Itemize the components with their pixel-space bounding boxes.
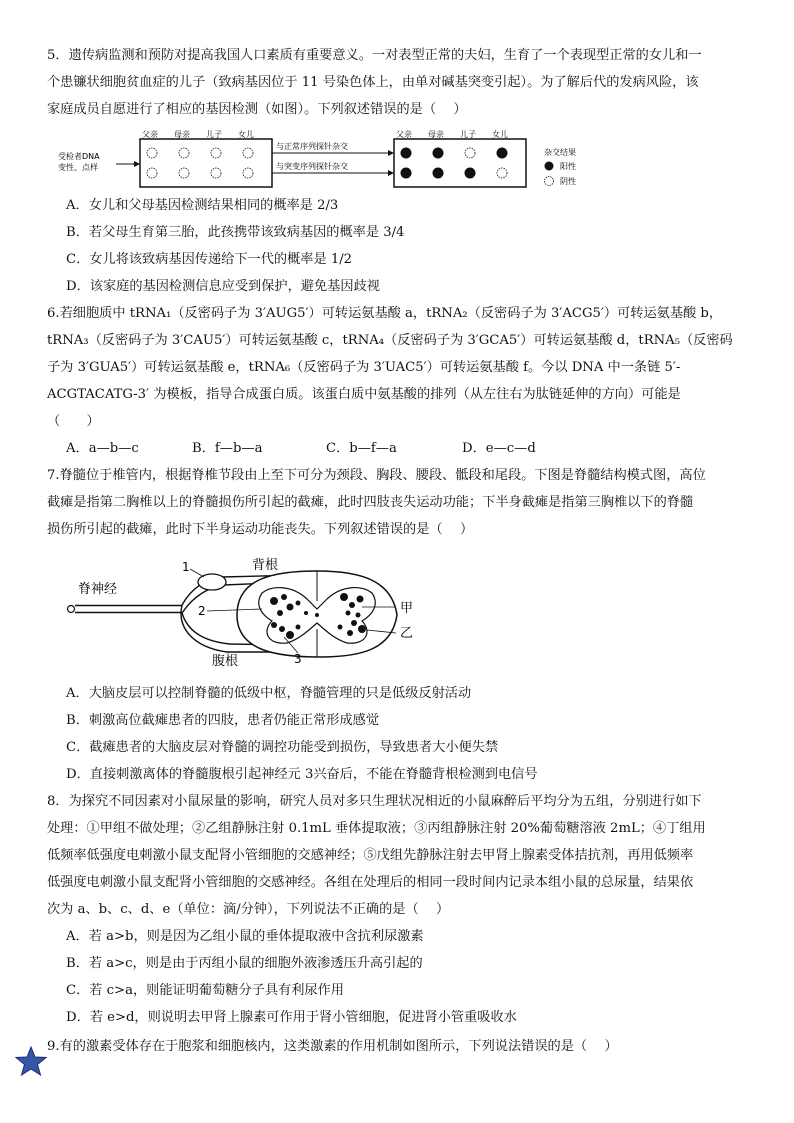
neuron-body bbox=[287, 604, 294, 611]
neuron-body bbox=[296, 625, 301, 630]
neuron-body bbox=[340, 593, 348, 601]
label-yi: 乙 bbox=[400, 626, 414, 641]
figure-label-dna: 受检者DNA bbox=[58, 152, 100, 161]
legend-positive-label: 阳性 bbox=[560, 162, 576, 171]
q5-option-b[interactable]: B．若父母生育第三胎，此孩携带该致病基因的概率是 3/4 bbox=[66, 225, 405, 240]
neuron-body bbox=[351, 620, 357, 626]
neuron-body bbox=[358, 625, 366, 633]
legend-positive-dot bbox=[545, 162, 554, 171]
blank-spot bbox=[243, 168, 253, 178]
q7-option-d[interactable]: D．直接刺激离体的脊髓腹根引起神经元 3兴奋后，不能在脊髓背根检测到电信号 bbox=[66, 767, 538, 782]
spinal-cord-figure bbox=[62, 557, 432, 669]
neuron-body bbox=[357, 596, 364, 603]
legend-title: 杂交结果 bbox=[544, 148, 576, 157]
q8-stem-line-4: 低强度电刺激小鼠支配肾小管细胞的交感神经。各组在处理后的相同一段时间内记录本组小鼠的总尿量，结果依 bbox=[47, 875, 694, 890]
blank-spot bbox=[179, 168, 189, 178]
legend-negative-label: 阴性 bbox=[560, 177, 576, 186]
positive-spot bbox=[433, 148, 443, 158]
hybridization-spots bbox=[401, 148, 507, 178]
q6-stem-line-3: 子为 3′GUA5′）可转运氨基酸 e，tRNA₆（反密码子为 3′UAC5′）可转运氨基酸 f。今以 DNA 中一条链 5′- bbox=[47, 360, 681, 375]
q7-option-a[interactable]: A．大脑皮层可以控制脊髓的低级中枢，脊髓管理的只是低级反射活动 bbox=[66, 686, 472, 701]
neuron-body bbox=[279, 626, 285, 632]
neuron-body bbox=[277, 610, 283, 616]
label-spinal-nerve: 脊神经 bbox=[78, 582, 118, 597]
member-father-2: 父亲 bbox=[396, 130, 412, 139]
q8-stem-line-5: 次为 a、b、c、d、e（单位：滴/分钟），下列说法不正确的是（ ） bbox=[47, 902, 450, 917]
positive-spot bbox=[465, 168, 475, 178]
neuron-body bbox=[304, 611, 308, 615]
q7-option-b[interactable]: B．刺激高位截瘫患者的四肢，患者仍能正常形成感觉 bbox=[66, 713, 380, 728]
q8-stem-line-3: 低频率低强度电刺激小鼠支配肾小管细胞的交感神经；⑤戊组先静脉注射去甲肾上腺素受体拮抗剂，再用低频率 bbox=[47, 848, 694, 863]
label-ventral-root: 腹根 bbox=[212, 654, 239, 669]
q7-stem-line-1: 7.脊髓位于椎管内，根据脊椎节段由上至下可分为颈段、胸段、腰段、骶段和尾段。下图是脊髓结构模式图，高位 bbox=[47, 468, 706, 483]
positive-spot bbox=[433, 168, 443, 178]
q7-stem-line-3: 损伤所引起的截瘫，此时下半身运动功能丧失。下列叙述错误的是（ ） bbox=[47, 522, 474, 537]
q5-option-a[interactable]: A．女儿和父母基因检测结果相同的概率是 2/3 bbox=[66, 198, 339, 213]
q8-stem-line-1: 8．为探究不同因素对小鼠尿量的影响，研究人员对多只生理状况相近的小鼠麻醉后平均分为五组，分别进行如下 bbox=[47, 794, 702, 809]
label-jia: 甲 bbox=[400, 601, 414, 616]
neuron-body bbox=[296, 601, 301, 606]
probe-normal-label: 与正常序列探针杂交 bbox=[276, 142, 348, 151]
neuron-body bbox=[286, 631, 294, 639]
q5-option-c[interactable]: C．女儿将该致病基因传递给下一代的概率是 1/2 bbox=[66, 252, 353, 267]
neuron-body bbox=[338, 625, 343, 630]
member-mother: 母亲 bbox=[174, 130, 190, 139]
blank-spot bbox=[179, 148, 189, 158]
q6-stem-line-1: 6.若细胞质中 tRNA₁（反密码子为 3′AUG5′）可转运氨基酸 a，tRNA₂（反密码子为 3′ACG5′）可转运氨基酸 b， bbox=[47, 306, 723, 321]
label-3: 3 bbox=[294, 652, 302, 666]
figure-label-denature: 变性、点样 bbox=[58, 163, 98, 172]
q9-stem-line: 9.有的激素受体存在于胞浆和细胞核内，这类激素的作用机制如图所示，下列说法错误的是（ ） bbox=[47, 1039, 618, 1054]
neuron-body bbox=[356, 613, 361, 618]
q6-option-c[interactable]: C．b—f—a bbox=[326, 441, 397, 456]
negative-spot bbox=[497, 168, 507, 178]
q8-option-d[interactable]: D．若 e>d，则说明去甲肾上腺素可作用于肾小管细胞，促进肾小管重吸收水 bbox=[66, 1010, 517, 1025]
neuron-body bbox=[271, 622, 277, 628]
q8-option-a[interactable]: A．若 a>b，则是因为乙组小鼠的垂体提取液中含抗利尿激素 bbox=[66, 929, 424, 944]
neuron-body bbox=[346, 611, 351, 616]
q6-option-d[interactable]: D．e—c—d bbox=[462, 441, 536, 456]
membrane-box-before bbox=[140, 139, 272, 187]
q5-stem-line-1: 5．遗传病监测和预防对提高我国人口素质有重要意义。一对表型正常的夫妇，生育了一个表现型正常的女儿和一 bbox=[47, 48, 702, 63]
blank-spot bbox=[147, 168, 157, 178]
q5-stem-line-2: 个患镰状细胞贫血症的儿子（致病基因位于 11 号染色体上，由单对碱基突变引起）。为了解后代的发病风险，该 bbox=[47, 75, 699, 90]
q8-stem-line-2: 处理：①甲组不做处理；②乙组静脉注射 0.1mL 垂体提取液；③丙组静脉注射 20%葡萄糖溶液 2mL；④丁组用 bbox=[47, 821, 706, 836]
q8-option-c[interactable]: C．若 c>a，则能证明葡萄糖分子具有利尿作用 bbox=[66, 983, 344, 998]
positive-spot bbox=[401, 168, 411, 178]
q8-option-b[interactable]: B．若 a>c，则是由于丙组小鼠的细胞外液渗透压升高引起的 bbox=[66, 956, 423, 971]
blank-spot bbox=[211, 168, 221, 178]
q7-stem-line-2: 截瘫是指第二胸椎以上的脊髓损伤所引起的截瘫，此时四肢丧失运动功能；下半身截瘫是指第三胸椎以下的脊髓 bbox=[47, 495, 694, 510]
negative-spot bbox=[465, 148, 475, 158]
label-1: 1 bbox=[182, 560, 190, 574]
q5-option-d[interactable]: D．该家庭的基因检测信息应受到保护，避免基因歧视 bbox=[66, 279, 380, 294]
blank-spot bbox=[211, 148, 221, 158]
blank-spots bbox=[147, 148, 253, 178]
blank-spot bbox=[243, 148, 253, 158]
q6-option-b[interactable]: B．f—b—a bbox=[192, 441, 263, 456]
member-daughter: 女儿 bbox=[238, 130, 254, 139]
q6-options-row bbox=[66, 439, 536, 459]
legend-negative-dot bbox=[545, 177, 554, 186]
member-son-2: 儿子 bbox=[460, 130, 476, 139]
neuron-body bbox=[349, 602, 355, 608]
gene-test-figure bbox=[50, 127, 610, 195]
membrane-box-after bbox=[394, 139, 526, 187]
q6-stem-line-5: （ ） bbox=[47, 414, 100, 429]
label-dorsal-root: 背根 bbox=[252, 558, 279, 573]
member-mother-2: 母亲 bbox=[428, 130, 444, 139]
neuron-body bbox=[281, 594, 287, 600]
neuron-body bbox=[270, 597, 278, 605]
probe-mutant-label: 与突变序列探针杂交 bbox=[276, 162, 348, 171]
positive-spot bbox=[401, 148, 411, 158]
q6-option-a[interactable]: A．a—b—c bbox=[66, 441, 139, 456]
label-2: 2 bbox=[198, 604, 206, 618]
q6-stem-line-4: ACGTACATG-3′ 为模板，指导合成蛋白质。该蛋白质中氨基酸的排列（从左往右为肽链延伸的方向）可能是 bbox=[47, 387, 681, 402]
blank-spot bbox=[147, 148, 157, 158]
positive-spot bbox=[497, 148, 507, 158]
member-son: 儿子 bbox=[206, 130, 222, 139]
q7-option-c[interactable]: C．截瘫患者的大脑皮层对脊髓的调控功能受到损伤，导致患者大小便失禁 bbox=[66, 740, 499, 755]
member-father: 父亲 bbox=[142, 130, 158, 139]
member-daughter-2: 女儿 bbox=[492, 130, 508, 139]
q5-stem-line-3: 家庭成员自愿进行了相应的基因检测（如图）。下列叙述错误的是（ ） bbox=[47, 102, 467, 117]
neuron-body bbox=[347, 630, 353, 636]
q6-stem-line-2: tRNA₃（反密码子为 3′CAU5′）可转运氨基酸 c，tRNA₄（反密码子为 3′GCA5′）可转运氨基酸 d，tRNA₅（反密码 bbox=[47, 333, 733, 348]
star-icon bbox=[15, 1045, 47, 1077]
